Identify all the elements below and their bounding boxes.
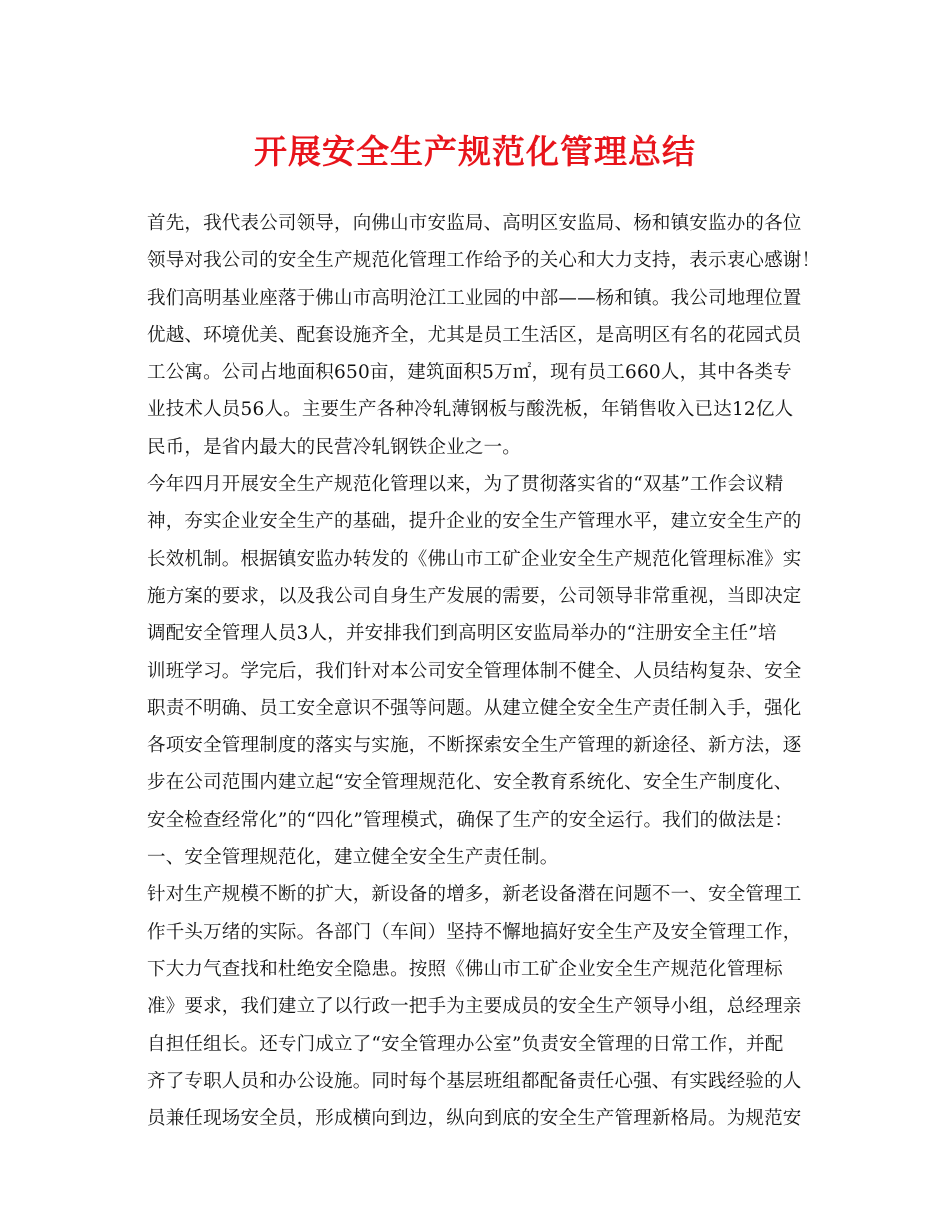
- body-line: 作千头万绪的实际。各部门（车间）坚持不懈地搞好安全生产及安全管理工作，: [147, 921, 802, 943]
- body-line: 神，夯实企业安全生产的基础，提升企业的安全生产管理水平，建立安全生产的: [147, 511, 802, 533]
- body-line: 针对生产规模不断的扩大，新设备的增多，新老设备潜在问题不一、安全管理工: [147, 884, 802, 906]
- body-line: 施方案的要求，以及我公司自身生产发展的需要，公司领导非常重视，当即决定: [147, 585, 802, 607]
- body-line: 准》要求，我们建立了以行政一把手为主要成员的安全生产领导小组，总经理亲: [147, 996, 802, 1018]
- body-line: 长效机制。根据镇安监办转发的《佛山市工矿企业安全生产规范化管理标准》实: [147, 548, 802, 570]
- body-line: 优越、环境优美、配套设施齐全，尤其是员工生活区，是高明区有名的花园式员: [147, 324, 802, 346]
- body-line: 各项安全管理制度的落实与实施，不断探索安全生产管理的新途径、新方法，逐: [147, 735, 802, 757]
- body-line: 步在公司范围内建立起“安全管理规范化、安全教育系统化、安全生产制度化、: [147, 772, 793, 794]
- body-line: 齐了专职人员和办公设施。同时每个基层班组都配备责任心强、有实践经验的人: [147, 1070, 802, 1092]
- document-body: [147, 205, 821, 1137]
- body-line: 自担任组长。还专门成立了“安全管理办公室”负责安全管理的日常工作，并配: [147, 1033, 784, 1055]
- body-line: 调配安全管理人员3人，并安排我们到高明区安监局举办的“注册安全主任”培: [147, 623, 777, 645]
- body-line: 首先，我代表公司领导，向佛山市安监局、高明区安监局、杨和镇安监办的各位: [147, 213, 802, 234]
- body-line: 今年四月开展安全生产规范化管理以来，为了贯彻落实省的“双基”工作会议精: [147, 474, 784, 496]
- body-line: 工公寓。公司占地面积650亩，建筑面积5万㎡，现有员工660人，其中各类专: [147, 362, 792, 384]
- body-line: 职责不明确、员工安全意识不强等问题。从建立健全安全生产责任制入手，强化: [147, 697, 802, 719]
- body-line: 员兼任现场安全员，形成横向到边，纵向到底的安全生产管理新格局。为规范安: [147, 1108, 802, 1130]
- body-line: 一、安全管理规范化，建立健全安全生产责任制。: [147, 847, 559, 869]
- body-line: 业技术人员56人。主要生产各种冷轧薄钢板与酸洗板，年销售收入已达12亿人: [147, 399, 794, 421]
- body-line: 安全检查经常化”的“四化”管理模式，确保了生产的安全运行。我们的做法是：: [147, 809, 794, 831]
- body-line: 领导对我公司的安全生产规范化管理工作给予的关心和大力支持，表示衷心感谢！: [147, 250, 821, 272]
- document-title: 开展安全生产规范化管理总结: [254, 132, 696, 171]
- body-line: 下大力气查找和杜绝安全隐患。按照《佛山市工矿企业安全生产规范化管理标: [147, 958, 783, 980]
- body-line: 民币，是省内最大的民营冷轧钢铁企业之一。: [147, 436, 522, 458]
- body-line: 我们高明基业座落于佛山市高明沧江工业园的中部——杨和镇。我公司地理位置: [147, 287, 802, 309]
- body-line: 训班学习。学完后，我们针对本公司安全管理体制不健全、人员结构复杂、安全: [147, 660, 802, 682]
